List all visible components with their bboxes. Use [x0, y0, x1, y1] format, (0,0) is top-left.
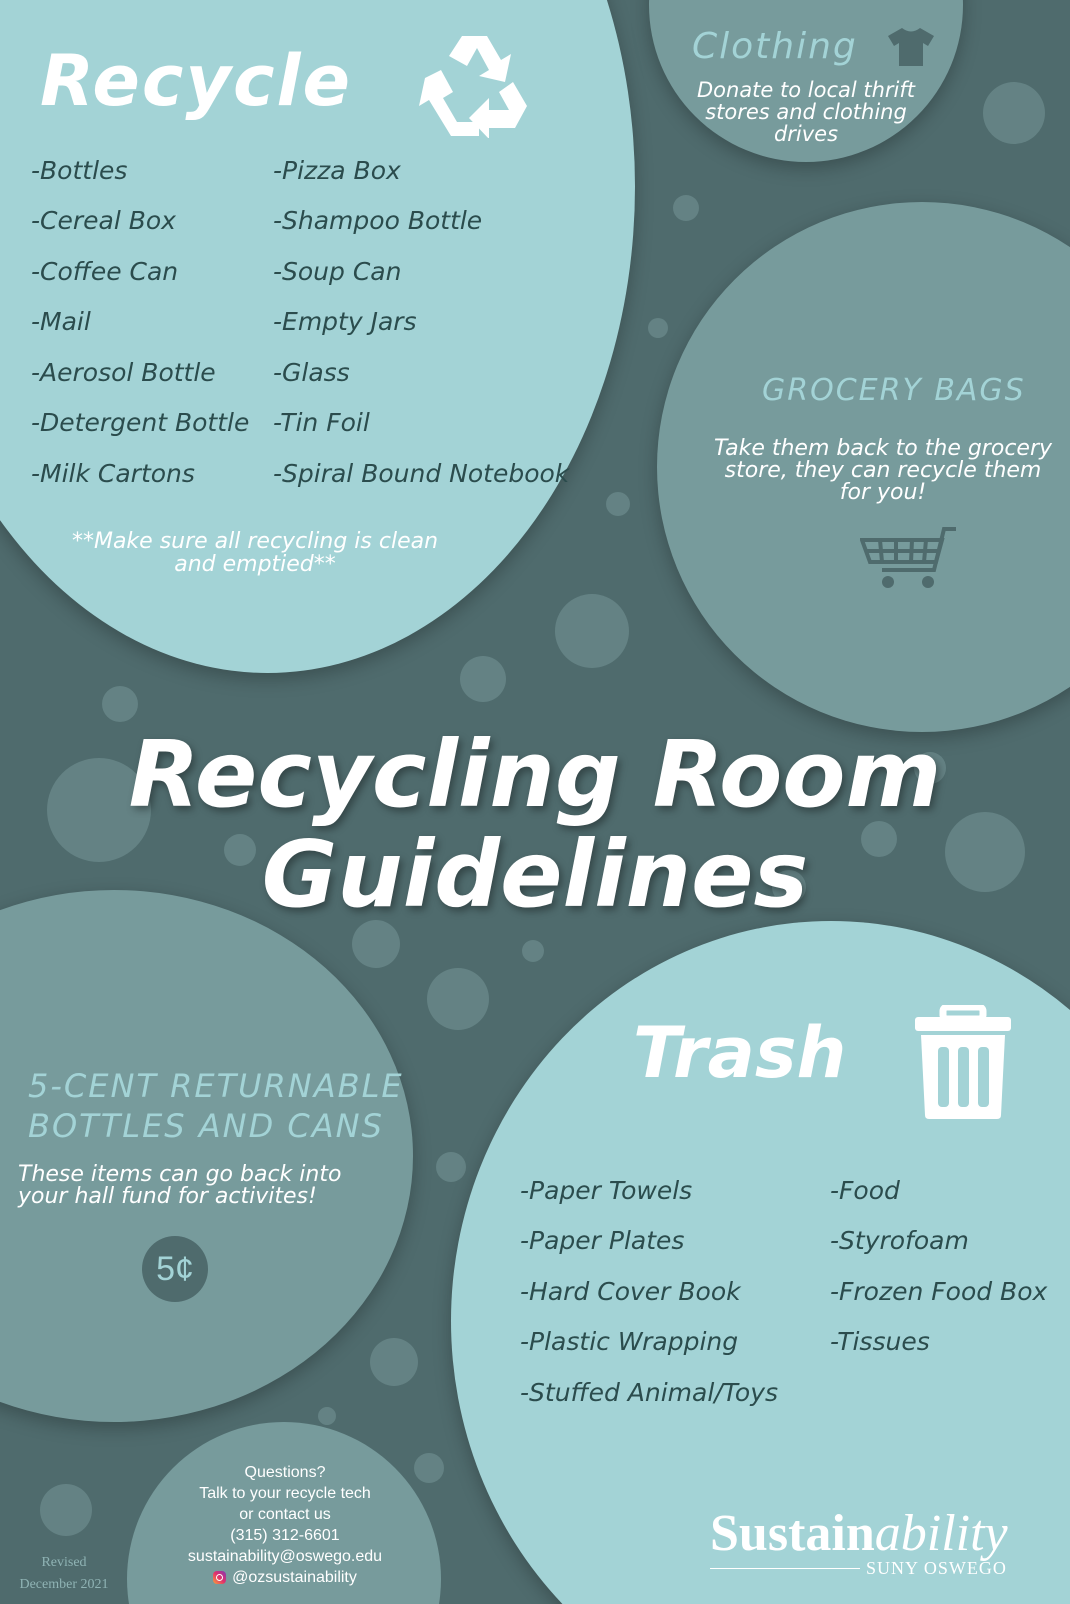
clothing-title: Clothing	[692, 26, 858, 67]
decor-dot	[414, 1453, 444, 1483]
recycle-item: -Pizza Box	[273, 156, 401, 185]
recycle-icon	[417, 30, 532, 138]
trash-item: -Styrofoam	[830, 1226, 969, 1255]
recycle-item: -Cereal Box	[31, 206, 176, 235]
decor-dot	[555, 594, 629, 668]
clothing-text-line: Donate to local thrift	[696, 78, 916, 102]
recycle-item: -Shampoo Bottle	[273, 206, 483, 235]
decor-dot	[40, 1484, 92, 1536]
revised-note	[4, 1552, 124, 1596]
logo-italic-text: ability	[874, 1505, 1008, 1562]
trash-item: -Paper Towels	[520, 1176, 693, 1205]
recycle-item: -Empty Jars	[273, 307, 417, 336]
recycle-item: -Milk Cartons	[31, 459, 195, 488]
returnables-text-line: These items can go back into	[18, 1162, 342, 1187]
main-title-line: Guidelines	[261, 821, 809, 928]
grocery-text-line: for you!	[839, 480, 927, 505]
revised-line: December 2021	[19, 1577, 109, 1592]
decor-dot	[522, 940, 544, 962]
trash-item: -Hard Cover Book	[520, 1277, 741, 1306]
trash-item: -Tissues	[830, 1327, 930, 1356]
contact-line: or contact us	[239, 1506, 331, 1523]
contact-info	[170, 1462, 400, 1588]
trash-item: -Stuffed Animal/Toys	[520, 1378, 779, 1407]
clothing-text-line: stores and clothing	[705, 100, 907, 124]
decor-dot	[370, 1338, 418, 1386]
contact-line: Questions?	[244, 1464, 326, 1481]
decor-dot	[983, 82, 1045, 144]
decor-dot	[648, 318, 668, 338]
clothing-text-line: drives	[773, 122, 839, 146]
trash-item: -Frozen Food Box	[830, 1277, 1048, 1306]
instagram-handle: @ozsustainability	[232, 1569, 357, 1586]
trash-title: Trash	[633, 1012, 847, 1094]
returnables-title-line: BOTTLES AND CANS	[28, 1107, 384, 1145]
contact-phone: (315) 312-6601	[230, 1527, 340, 1544]
grocery-text	[706, 438, 1060, 504]
recycle-item: -Bottles	[31, 156, 128, 185]
recycle-note-line: and emptied**	[174, 552, 336, 577]
trash-can-icon	[913, 1005, 1013, 1119]
contact-email: sustainability@oswego.edu	[187, 1548, 383, 1565]
recycle-note	[40, 530, 470, 576]
decor-dot	[318, 1407, 336, 1425]
grocery-text-line: store, they can recycle them	[724, 458, 1042, 483]
trash-item: -Food	[830, 1176, 900, 1205]
recycle-item: -Spiral Bound Notebook	[273, 459, 570, 488]
revised-line: Revised	[41, 1555, 87, 1570]
main-title-line: Recycling Room	[128, 721, 942, 828]
recycle-item: -Detergent Bottle	[31, 408, 250, 437]
decor-dot	[460, 656, 506, 702]
recycle-item: -Tin Foil	[273, 408, 370, 437]
returnables-circle	[0, 890, 413, 1422]
returnables-text-line: your hall fund for activites!	[18, 1184, 317, 1209]
decor-dot	[606, 492, 630, 516]
grocery-title: GROCERY BAGS	[762, 373, 1026, 408]
logo-divider	[710, 1568, 860, 1569]
five-cent-label: 5¢	[156, 1249, 194, 1288]
logo-wordmark	[710, 1505, 1050, 1562]
decor-dot	[102, 686, 138, 722]
decor-dot	[436, 1152, 466, 1182]
recycle-title: Recycle	[40, 40, 352, 122]
contact-line: Talk to your recycle tech	[199, 1485, 371, 1502]
five-cent-badge	[142, 1236, 208, 1302]
recycle-item: -Mail	[31, 307, 91, 336]
decor-dot	[427, 968, 489, 1030]
logo-subtitle: SUNY OSWEGO	[866, 1558, 1007, 1578]
t-shirt-icon	[886, 26, 936, 68]
contact-instagram	[170, 1567, 400, 1588]
recycle-item: -Aerosol Bottle	[31, 358, 216, 387]
sustainability-logo	[710, 1505, 1050, 1579]
grocery-text-line: Take them back to the grocery	[713, 436, 1053, 461]
clothing-text	[676, 79, 936, 145]
recycle-item: -Coffee Can	[31, 257, 179, 286]
returnables-title	[28, 1066, 404, 1146]
returnables-text	[18, 1164, 348, 1208]
instagram-icon	[213, 1571, 226, 1584]
logo-main-text: Sustain	[710, 1505, 875, 1562]
shopping-cart-icon	[860, 526, 958, 590]
returnables-title-line: 5-CENT RETURNABLE	[28, 1067, 404, 1105]
decor-dot	[673, 195, 699, 221]
recycle-item: -Glass	[273, 358, 350, 387]
recycle-note-line: **Make sure all recycling is clean	[71, 529, 439, 554]
trash-item: -Paper Plates	[520, 1226, 685, 1255]
main-title	[0, 721, 1070, 928]
trash-item: -Plastic Wrapping	[520, 1327, 739, 1356]
recycle-item: -Soup Can	[273, 257, 402, 286]
